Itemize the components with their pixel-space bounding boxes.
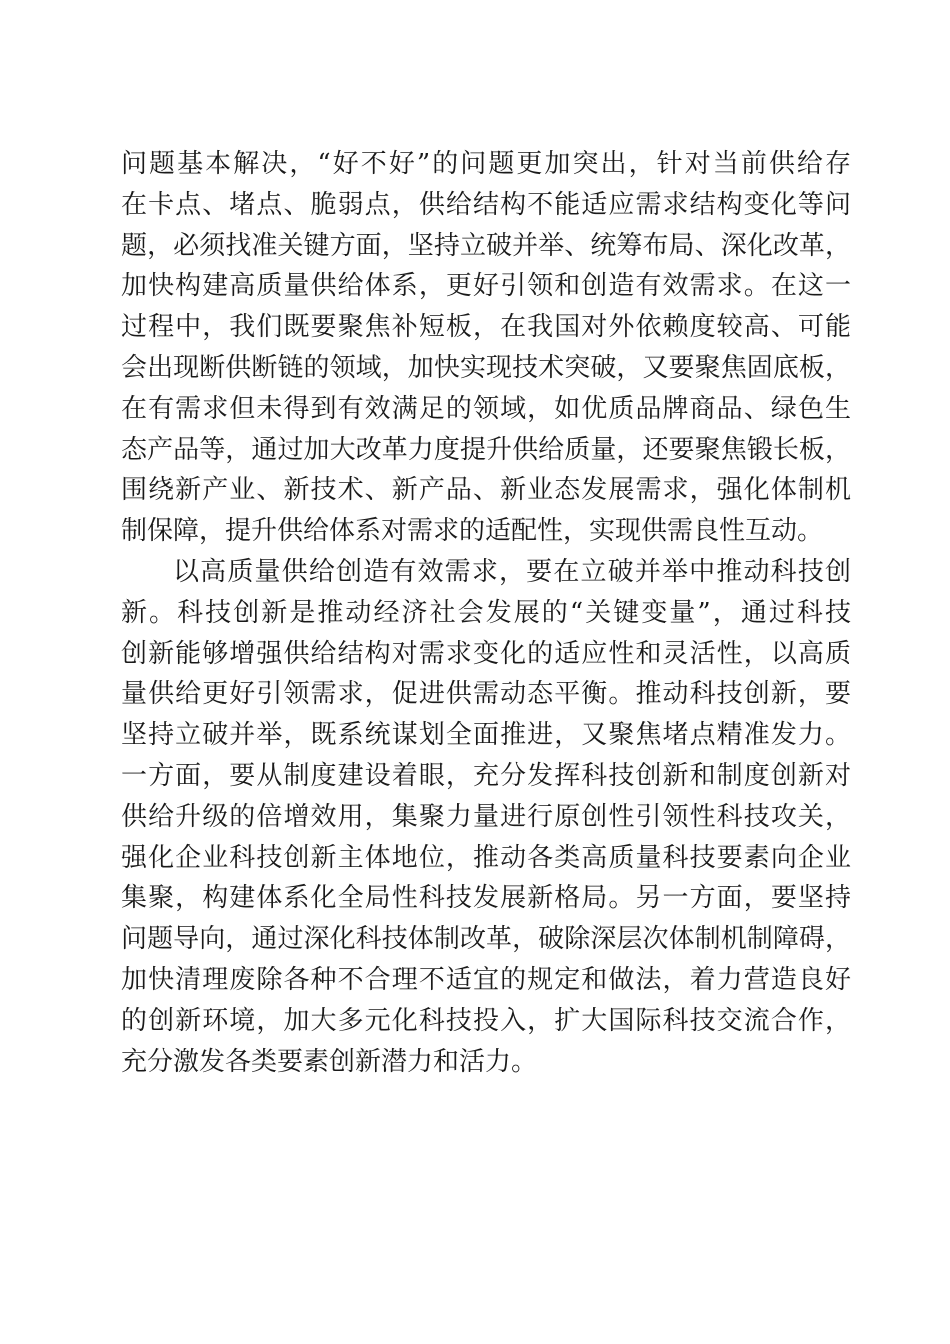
text-line: 会出现断供断链的领域，加快实现技术突破，又要聚焦固底板， (121, 352, 851, 383)
text-line: 新。科技创新是推动经济社会发展的“关键变量”，通过科技 (121, 597, 851, 628)
text-line: 坚持立破并举，既系统谋划全面推进，又聚焦堵点精准发力。 (121, 720, 851, 751)
text-line: 制保障，提升供给体系对需求的适配性，实现供需良性互动。 (121, 516, 824, 547)
paragraph-1 (121, 144, 851, 552)
text-line: 以高质量供给创造有效需求，要在立破并举中推动科技创 (173, 556, 851, 587)
text-line: 强化企业科技创新主体地位，推动各类高质量科技要素向企业 (121, 842, 851, 873)
text-line: 量供给更好引领需求，促进供需动态平衡。推动科技创新，要 (121, 679, 851, 710)
text-line: 态产品等，通过加大改革力度提升供给质量，还要聚焦锻长板， (121, 434, 851, 465)
text-line: 创新能够增强供给结构对需求变化的适应性和灵活性，以高质 (121, 638, 851, 669)
body-text (121, 144, 851, 1082)
text-line: 充分激发各类要素创新潜力和活力。 (121, 1046, 538, 1077)
text-line: 围绕新产业、新技术、新产品、新业态发展需求，强化体制机 (121, 475, 851, 506)
text-line: 集聚，构建体系化全局性科技发展新格局。另一方面，要坚持 (121, 883, 851, 914)
text-line: 问题导向，通过深化科技体制改革，破除深层次体制机制障碍， (121, 924, 851, 955)
text-line: 问题基本解决，“好不好”的问题更加突出，针对当前供给存 (121, 149, 851, 179)
text-line: 供给升级的倍增效用，集聚力量进行原创性引领性科技攻关， (121, 801, 851, 832)
text-line: 在卡点、堵点、脆弱点，供给结构不能适应需求结构变化等问 (121, 189, 851, 220)
text-line: 加快构建高质量供给体系，更好引领和创造有效需求。在这一 (121, 271, 851, 302)
text-line: 在有需求但未得到有效满足的领域，如优质品牌商品、绿色生 (121, 393, 851, 424)
text-line: 一方面，要从制度建设着眼，充分发挥科技创新和制度创新对 (121, 760, 851, 791)
text-line: 过程中，我们既要聚焦补短板，在我国对外依赖度较高、可能 (121, 312, 851, 343)
text-line: 加快清理废除各种不合理不适宜的规定和做法，着力营造良好 (121, 964, 851, 995)
text-line: 的创新环境，加大多元化科技投入，扩大国际科技交流合作， (121, 1005, 851, 1036)
paragraph-2 (121, 552, 851, 1082)
text-line: 题，必须找准关键方面，坚持立破并举、统筹布局、深化改革， (121, 230, 851, 261)
